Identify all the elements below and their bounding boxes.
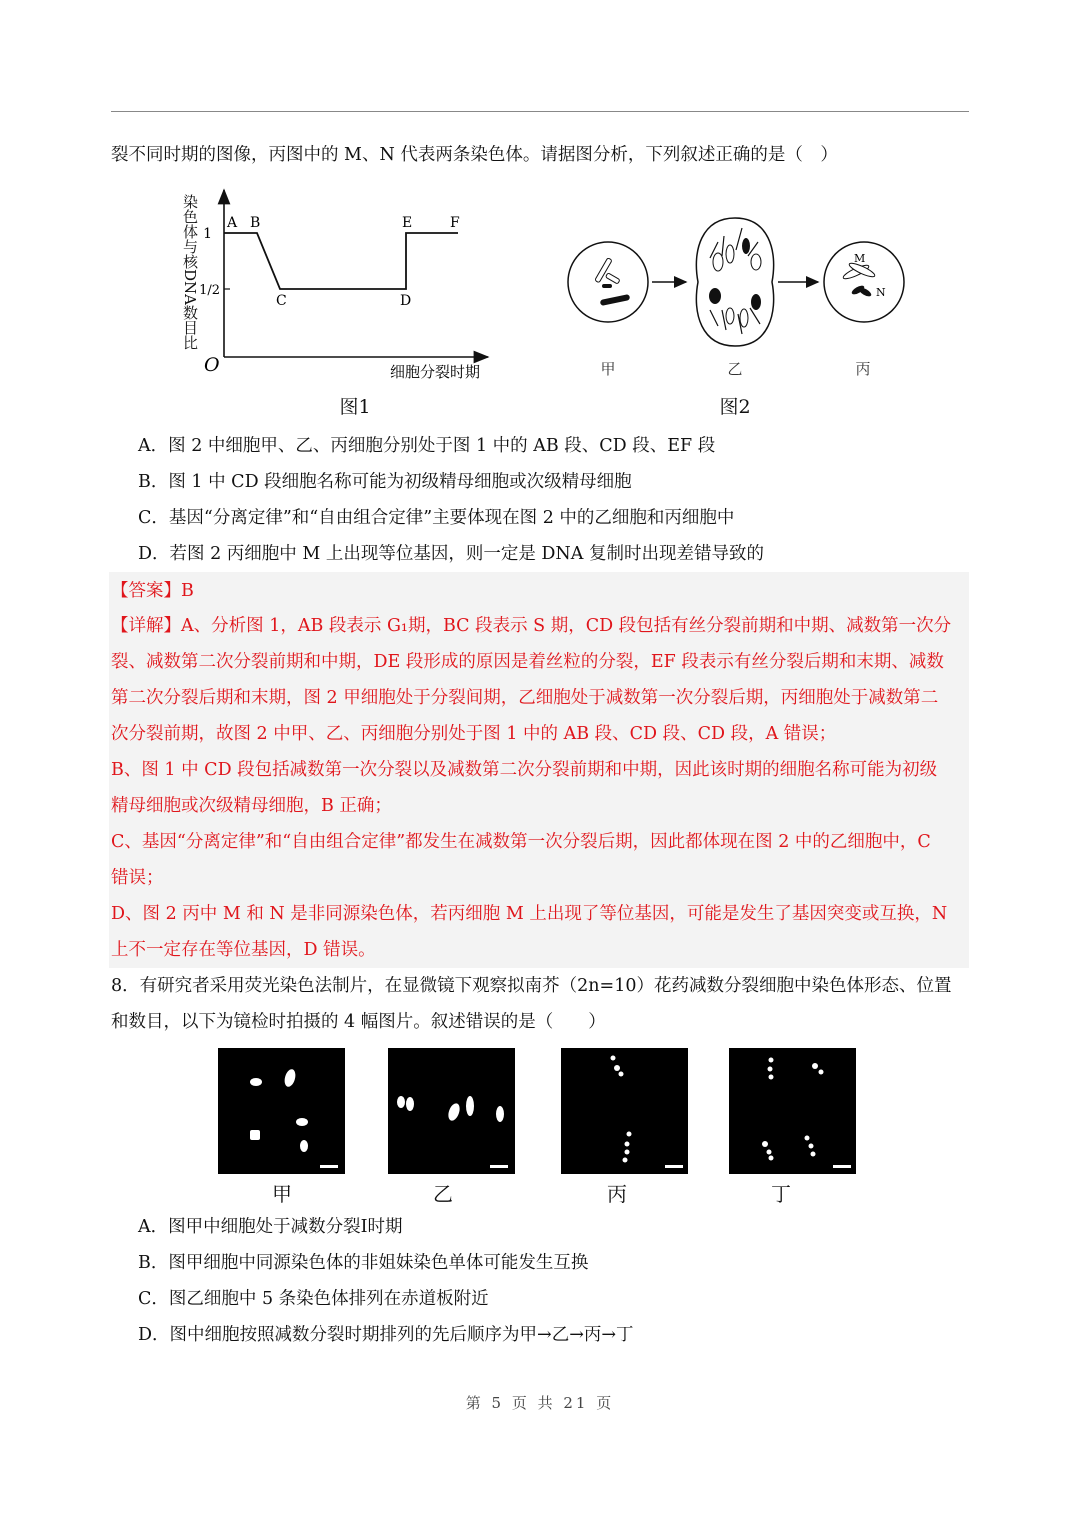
q7-option-b: B．图 1 中 CD 段细胞名称可能为初级精母细胞或次级精母细胞 [138,472,632,492]
micro-label-jia: 甲 [272,1182,292,1206]
point-F: F [450,215,460,231]
micrograph-bing [561,1048,688,1174]
x-axis-label: 细胞分裂时期 [390,363,481,381]
y-axis-label: 染色体与核DNA数目比 [181,194,199,350]
question8-line-1: 8．有研究者采用荧光染色法制片，在显微镜下观察拟南芥（2n=10）花药减数分裂细胞中染色体形态、位置 [111,976,952,996]
figure2-caption: 图2 [719,396,751,418]
detail-line-5: B、图 1 中 CD 段包括减数第一次分裂以及减数第二次分裂前期和中期，因此该时期的细胞名称可能为初级 [111,760,938,780]
figure2-diagram [560,210,910,355]
detail-line-3: 第二次分裂后期和末期，图 2 甲细胞处于分裂间期，乙细胞处于减数第一次分裂后期，丙细胞处于减数第二 [111,688,939,708]
page-footer: 第 5 页 共 21 页 [465,1394,615,1412]
ytick-half-label: 1/2 [199,283,220,298]
detail-line-6: 精母细胞或次级精母细胞，B 正确； [111,796,392,816]
micro-label-yi: 乙 [433,1182,453,1206]
q7-option-a: A．图 2 中细胞甲、乙、丙细胞分别处于图 1 中的 AB 段、CD 段、EF 段 [138,436,716,456]
micro-label-bing: 丙 [607,1182,627,1206]
cell-bing [824,242,904,322]
micrograph-jia [218,1048,345,1174]
q7-option-d: D．若图 2 丙细胞中 M 上出现等位基因，则一定是 DNA 复制时出现差错导致的 [138,544,764,564]
point-D: D [400,293,412,309]
detail-line-2: 裂、减数第二次分裂前期和中期，DE 段形成的原因是着丝粒的分裂，EF 段表示有丝分裂后期和末期、减数 [111,652,944,672]
detail-line-1: 【详解】A、分析图 1，AB 段表示 G₁期，BC 段表示 S 期，CD 段包括有丝分裂前期和中期、减数第一次分 [111,616,952,636]
cell-yi [696,218,773,346]
detail-line-7: C、基因“分离定律”和“自由组合定律”都发生在减数第一次分裂后期，因此都体现在图 2 中的乙细胞中，C [111,832,931,852]
q8-option-b: B．图甲细胞中同源染色体的非姐妹染色单体可能发生互换 [138,1253,589,1273]
chrom-N-label: N [876,286,886,299]
point-C: C [276,293,287,309]
q7-option-c: C．基因“分离定律”和“自由组合定律”主要体现在图 2 中的乙细胞和丙细胞中 [138,508,735,528]
header-rule [111,111,969,112]
point-A: A [227,215,238,231]
detail-line-8: 错误； [111,868,164,888]
point-E: E [402,215,413,231]
figure2-label-jia: 甲 [600,360,616,378]
point-B: B [250,215,261,231]
ytick-1-label: 1 [203,226,212,242]
micro-label-ding: 丁 [771,1182,791,1206]
ratio-line [224,233,458,289]
detail-line-9: D、图 2 丙中 M 和 N 是非同源染色体，若丙细胞 M 上出现了等位基因，可能是发生了基因突变或互换，N [111,904,948,924]
figure1-chart [170,182,510,387]
micrograph-yi [388,1048,515,1174]
question8-line-2: 和数目，以下为镜检时拍摄的 4 幅图片。叙述错误的是（ ） [111,1012,606,1032]
cell-jia [568,242,648,322]
q8-option-d: D．图中细胞按照减数分裂时期排列的先后顺序为甲→乙→丙→丁 [138,1325,634,1345]
chrom-M-label: M [854,252,866,265]
figure1-caption: 图1 [339,396,371,418]
origin-label: O [204,354,220,376]
question7-intro: 裂不同时期的图像，丙图中的 M、N 代表两条染色体。请据图分析，下列叙述正确的是（ ） [111,145,838,165]
detail-line-10: 上不一定存在等位基因，D 错误。 [111,940,376,960]
detail-line-4: 次分裂前期，故图 2 中甲、乙、丙细胞分别处于图 1 中的 AB 段、CD 段、CD 段，A 错误； [111,724,837,744]
figure2-label-bing: 丙 [855,360,871,378]
answer-line: 【答案】B [111,581,194,601]
figure2-label-yi: 乙 [727,360,743,378]
q8-option-a: A．图甲中细胞处于减数分裂Ⅰ时期 [138,1217,403,1237]
q8-option-c: C．图乙细胞中 5 条染色体排列在赤道板附近 [138,1289,489,1309]
micrograph-ding [729,1048,856,1174]
